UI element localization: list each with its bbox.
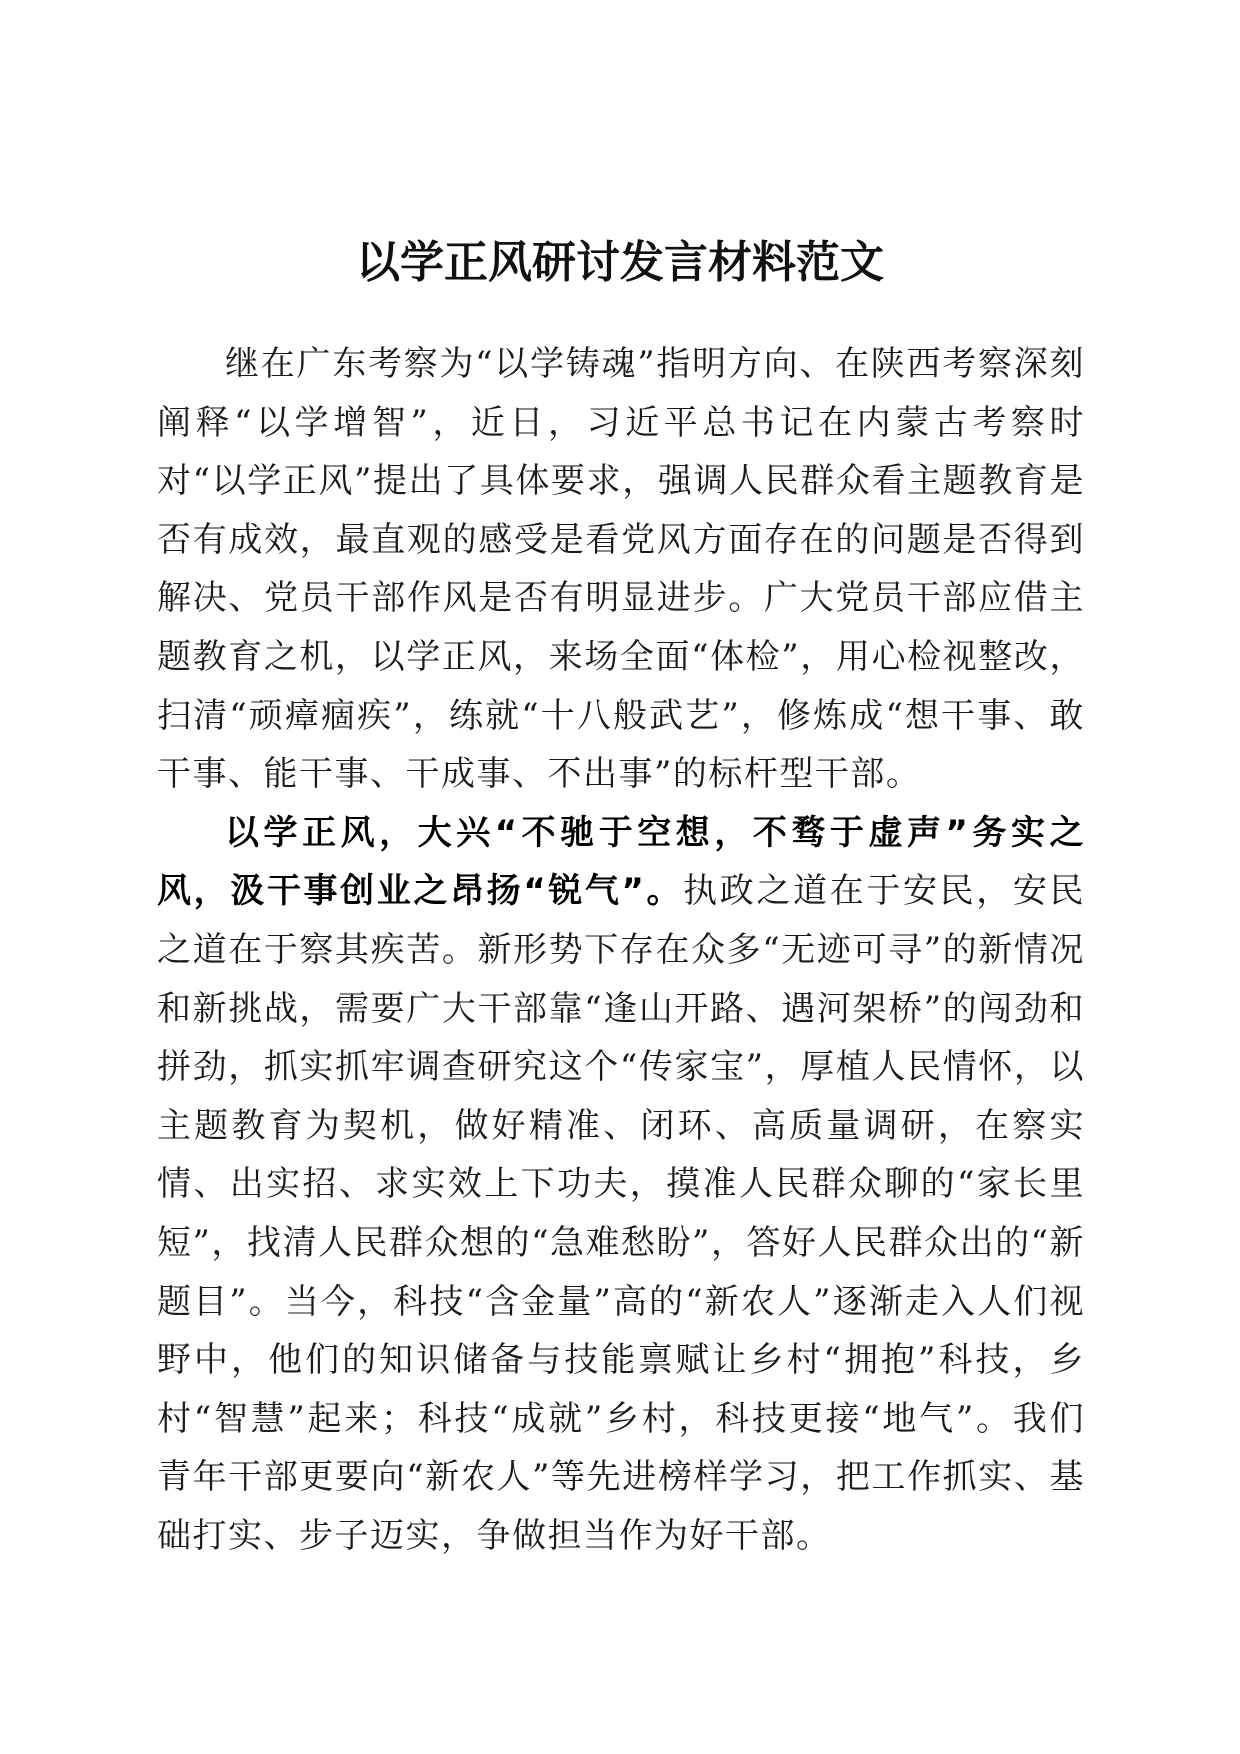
paragraph-section-1 xyxy=(157,804,1085,1566)
paragraph-intro-text: 继在广东考察为“以学铸魂”指明方向、在陕西考察深刻阐释“以学增智”，近日，习近平总书记在内蒙古考察时对“以学正风”提出了具体要求，强调人民群众看主题教育是否有成效，最直观的感受是看党风方面存在的问题是否得到解决、党员干部作风是否有明显进步。广大党员干部应借主题教育之机，以学正风，来场全面“体检”，用心检视整改，扫清“顽瘴痼疾”，练就“十八般武艺”，修炼成“想干事、敢干事、能干事、干成事、不出事”的标杆型干部。 xyxy=(157,344,1085,795)
paragraph-section-1-heading: 以学正风，大兴“不驰于空想，不骛于虚声”务实之风，汲干事创业之昂扬“锐气”。 xyxy=(157,812,1085,912)
document-title: 以学正风研讨发言材料范文 xyxy=(356,237,884,288)
paragraph-intro xyxy=(157,335,1085,804)
document-body xyxy=(157,335,1085,1565)
paragraph-section-1-text: 执政之道在于安民，安民之道在于察其疾苦。新形势下存在众多“无迹可寻”的新情况和新挑战，需要广大干部靠“逢山开路、遇河架桥”的闯劲和拼劲，抓实抓牢调查研究这个“传家宝”，厚植人民情怀，以主题教育为契机，做好精准、闭环、高质量调研，在察实情、出实招、求实效上下功夫，摸准人民群众聊的“家长里短”，找清人民群众想的“急难愁盼”，答好人民群众出的“新题目”。当今，科技“含金量”高的“新农人”逐渐走入人们视野中，他们的知识储备与技能禀赋让乡村“拥抱”科技，乡村“智慧”起来；科技“成就”乡村，科技更接“地气”。我们青年干部更要向“新农人”等先进榜样学习，把工作抓实、基础打实、步子迈实，争做担当作为好干部。 xyxy=(157,871,1085,1556)
